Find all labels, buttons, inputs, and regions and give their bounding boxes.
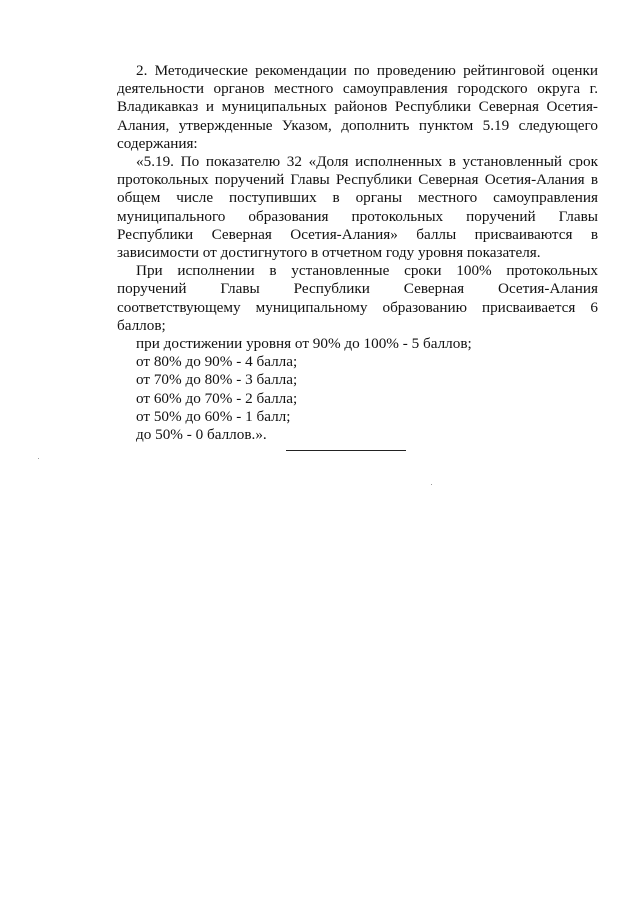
scale-item: от 70% до 80% - 3 балла; xyxy=(136,371,298,389)
paragraph-2: 2. Методические рекомендации по проведению рейтинговой оценки деятельности органов местного самоуправления городского округа г. Владикавказ и муниципальных районов Республики Северная Осетия-Алания, утвержденные Указом, дополнить пунктом 5.19 следующего содержания: xyxy=(117,62,598,152)
end-separator-line xyxy=(286,450,406,451)
scan-speck xyxy=(38,458,39,459)
scale-item: до 50% - 0 баллов.». xyxy=(136,426,267,444)
scale-item: от 80% до 90% - 4 балла; xyxy=(136,353,298,371)
scale-item: при достижении уровня от 90% до 100% - 5 баллов; xyxy=(136,335,472,353)
document-body xyxy=(117,62,598,444)
paragraph-5-19: «5.19. По показателю 32 «Доля исполненных в установленный срок протокольных поручений Главы Республики Северная Осетия-Алания в общем числе поступивших в органы местного самоуправления муниципального образования протокольных поручений Главы Республики Северная Осетия-Алания» баллы присваиваются в зависимости от достигнутого в отчетном году уровня показателя. xyxy=(117,153,598,262)
scale-item: от 60% до 70% - 2 балла; xyxy=(136,389,298,407)
scale-item: от 50% до 60% - 1 балл; xyxy=(136,407,291,425)
scan-speck xyxy=(431,484,432,485)
paragraph-full-execution: При исполнении в установленные сроки 100% протокольных поручений Главы Республики Северная Осетия-Алания соответствующему муниципальному образованию присваивается 6 баллов; xyxy=(117,262,598,334)
